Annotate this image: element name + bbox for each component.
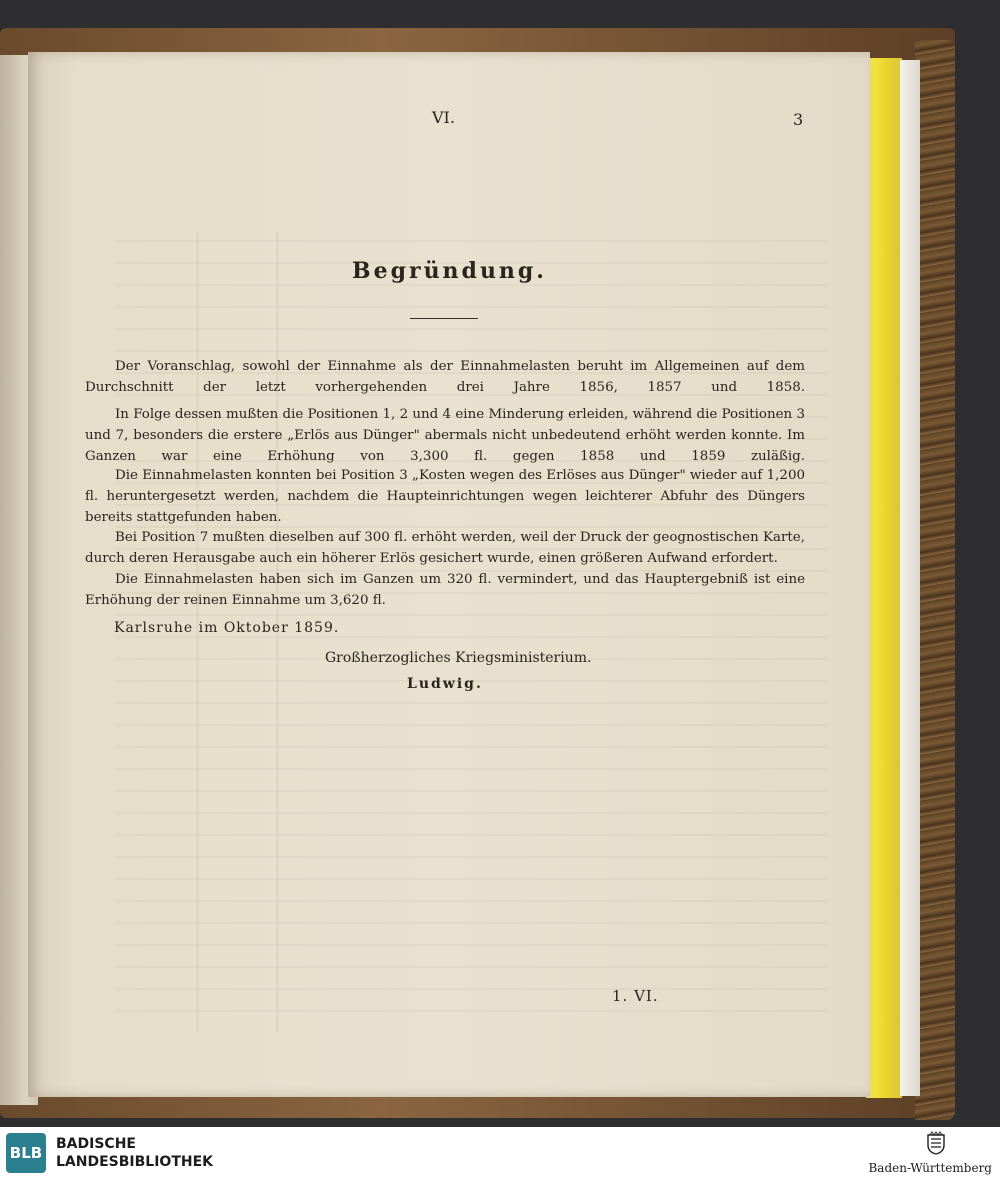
page-edge-white [900,60,920,1096]
paragraph-3: Die Einnahmelasten konnten bei Position 3 „Kosten wegen des Erlöses aus Dünger" wieder auf 1,200 fl. heruntergesetzt werden, nachdem die Haupteinrichtungen wegen leichterer Abfuhr des Düngers bereits stattgefunden haben. [85,468,805,525]
ministry-name: Großherzogliches Kriegsministerium. [325,650,592,666]
section-title: Begründung. [352,258,547,284]
signature-mark: 1. VI. [612,987,659,1005]
title-rule [410,318,478,319]
paragraph-5: Die Einnahmelasten haben sich im Ganzen um 320 fl. vermindert, und das Hauptergebniß ist eine Erhöhung der reinen Einnahme um 3,620 fl. [85,572,805,608]
state-name: Baden-Württemberg [868,1161,992,1175]
blb-logo: BLB [6,1133,46,1173]
library-name-line-1: BADISCHE [56,1136,136,1152]
coat-of-arms-icon [926,1131,946,1155]
library-name-line-2: LANDESBIBLIOTHEK [56,1154,214,1170]
paragraph-4: Bei Position 7 mußten dieselben auf 300 fl. erhöht werden, weil der Druck der geognostischen Karte, durch deren Herausgabe auch ein höherer Erlös gesichert wurde, einen größeren Aufwand erfordert. [85,530,805,566]
paragraph-1: Der Voranschlag, sowohl der Einnahme als der Einnahmelasten beruht im Allgemeinen auf dem Durchschnitt der letzt vorhergehenden drei Jahre 1856, 1857 und 1858. [85,359,805,395]
signature: Ludwig. [407,676,483,692]
page-edge-yellow [866,58,902,1098]
library-name [56,1135,213,1171]
page-number: 3 [793,110,804,129]
page-header-section: VI. [432,108,455,127]
book-cover-edge [915,40,955,1120]
place-date: Karlsruhe im Oktober 1859. [114,620,340,636]
paragraph-2: In Folge dessen mußten die Positionen 1, 2 und 4 eine Minderung erleiden, während die Positionen 3 und 7, besonders die erstere „Erlös aus Dünger" abermals nicht unbedeutend erhöht werden konnte. Im Ganzen war eine Erhöhung von 3,300 fl. gegen 1858 und 1859 zuläßig. [85,407,805,464]
